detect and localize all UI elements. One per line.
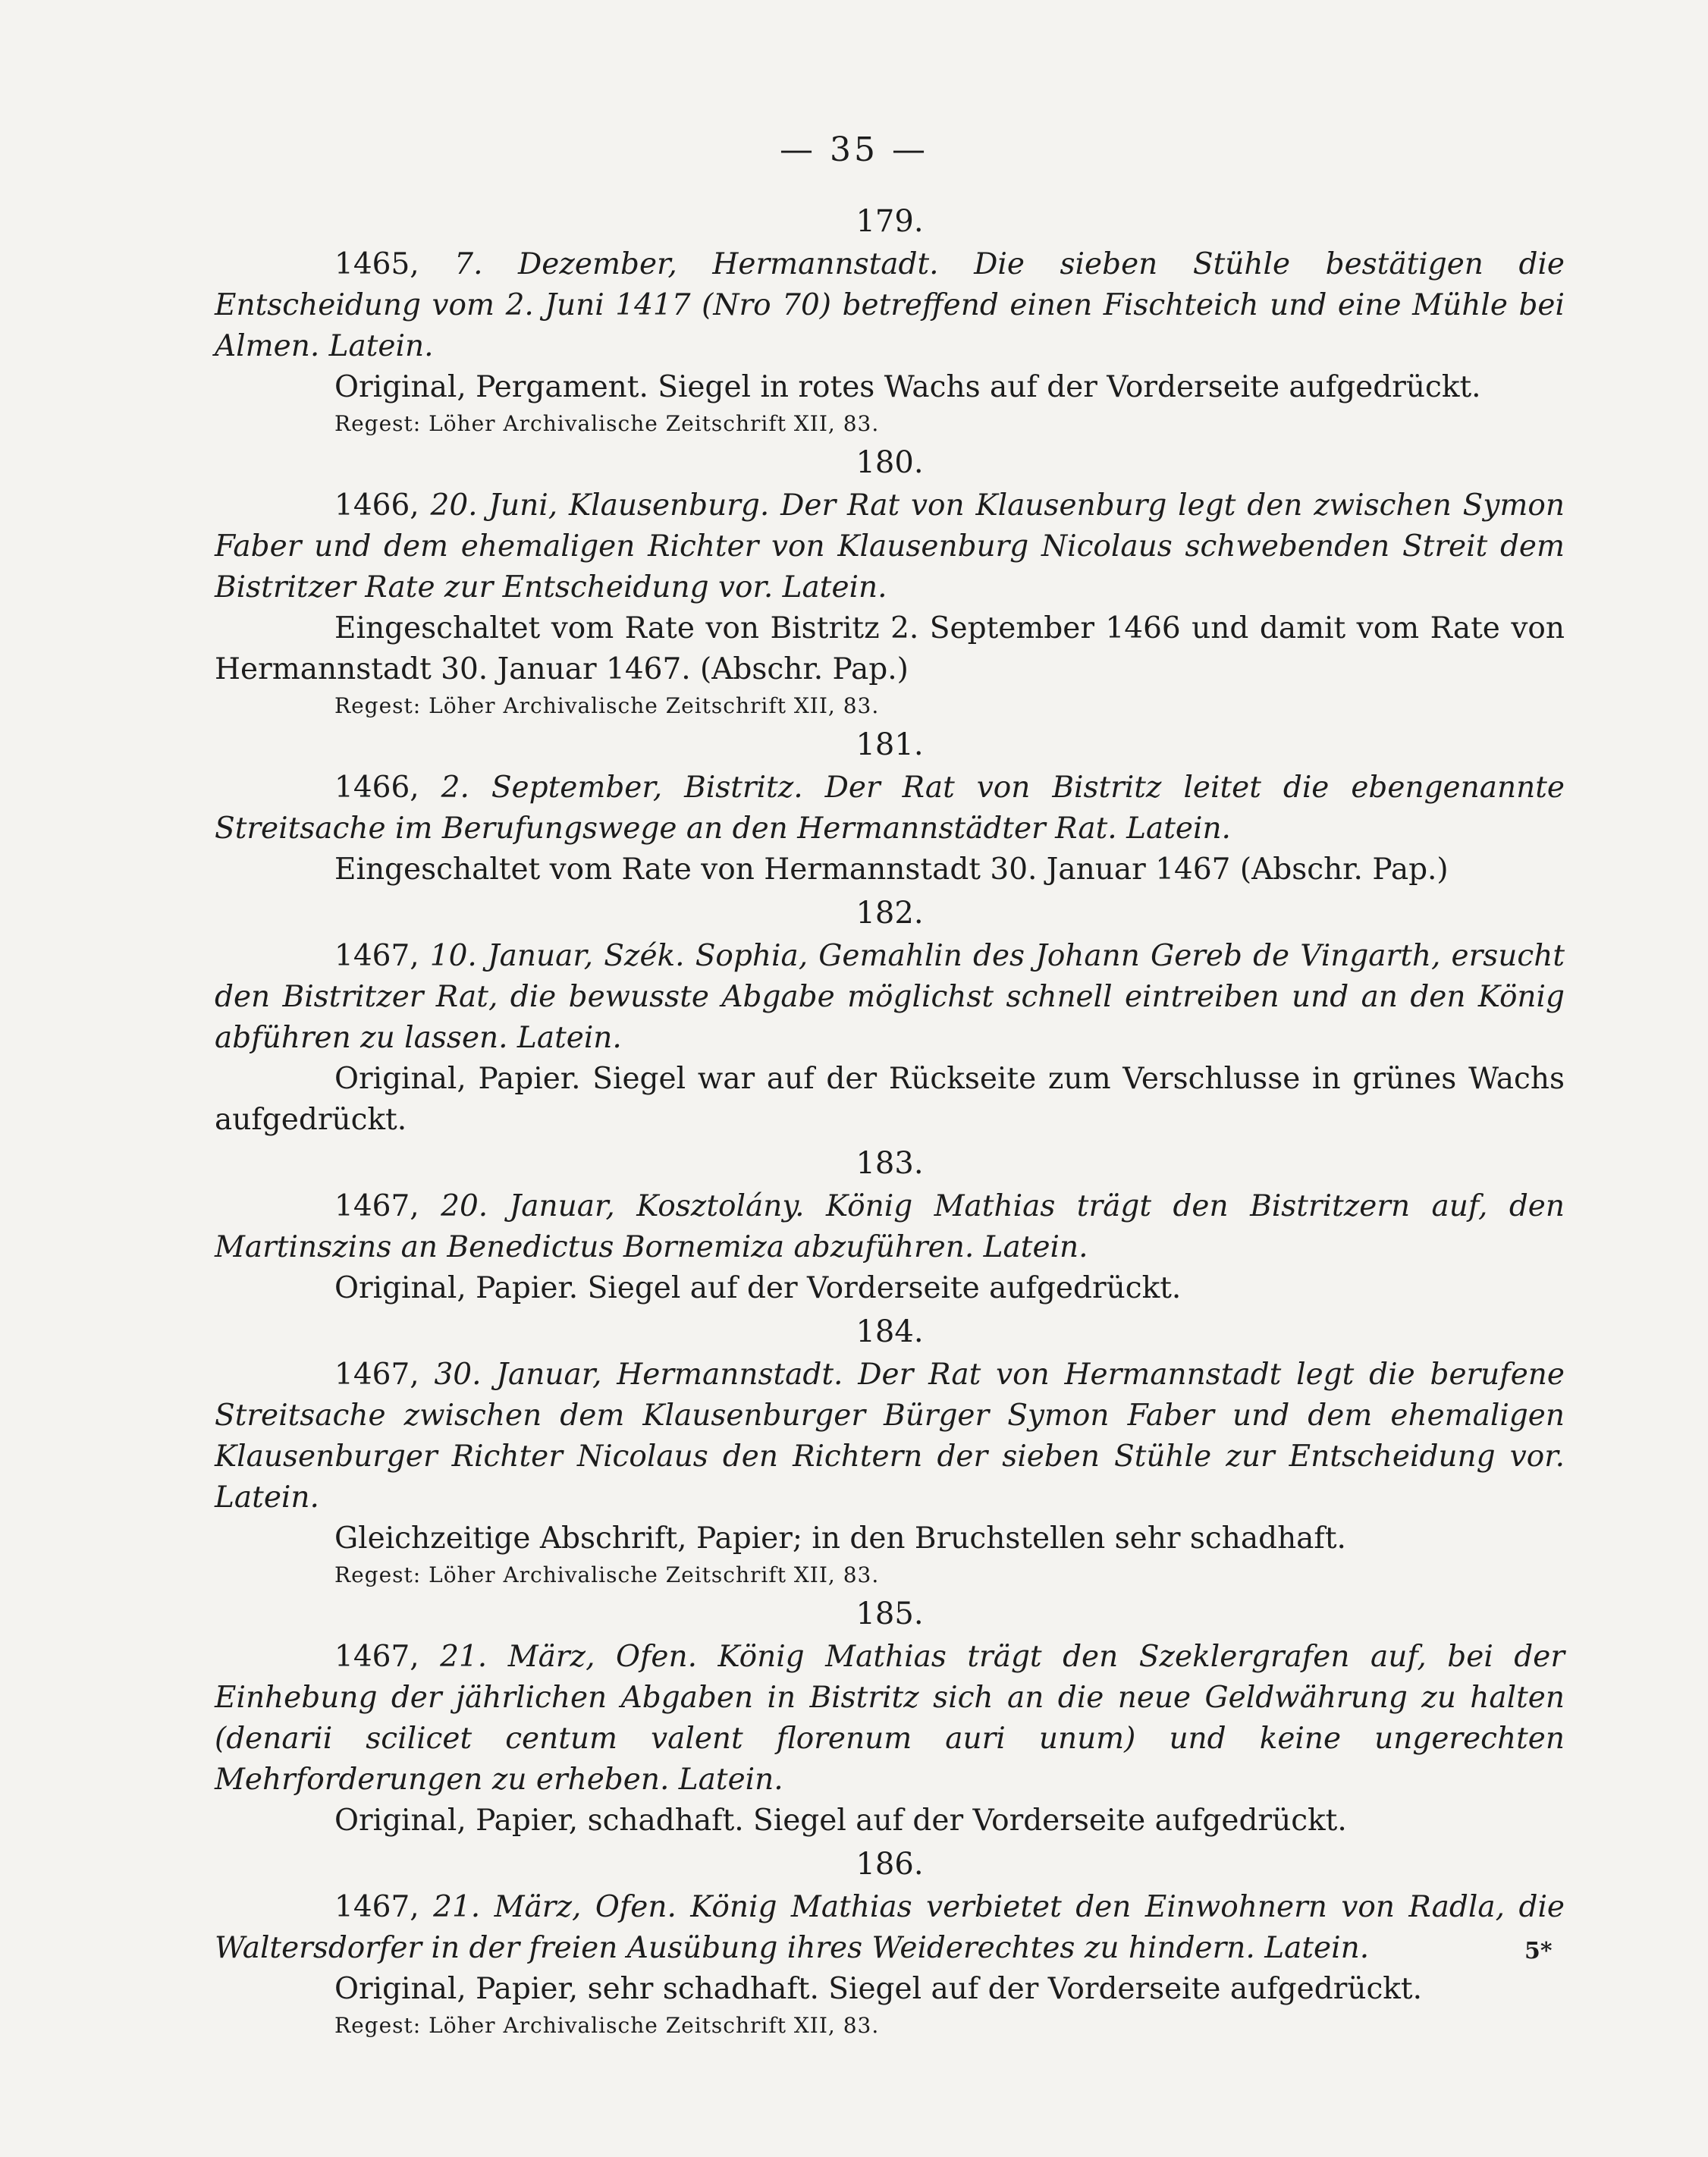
entry-regest: Regest: Löher Archivalische Zeitschrift XII, 83. — [334, 411, 880, 436]
document-body — [215, 199, 1565, 2042]
entry-text: 21. März, Ofen. König Mathias verbietet den Einwohnern von Radla, die Waltersdorfer in der freien Ausübung ihres Weiderechtes zu hindern. Latein. — [215, 1890, 1565, 1965]
entry-regest: Regest: Löher Archivalische Zeitschrift XII, 83. — [334, 1562, 880, 1587]
entry-year: 1467, — [334, 1890, 419, 1924]
entry-abstract — [215, 1355, 1565, 1518]
entry-text: 20. Juni, Klausenburg. Der Rat von Klausenburg legt den zwischen Symon Faber und dem ehemaligen Richter von Klausenburg Nicolaus schwebenden Streit dem Bistritzer Rate zur Entscheidung vor. Latein. — [215, 488, 1565, 604]
entry-year: 1466, — [334, 488, 419, 523]
entry-number: 185. — [856, 1597, 924, 1631]
entry-abstract — [215, 244, 1565, 367]
entry-year: 1467, — [334, 1640, 419, 1674]
entry-note: Eingeschaltet vom Rate von Hermannstadt 30. Januar 1467 (Abschr. Pap.) — [334, 852, 1449, 887]
entry-abstract — [215, 768, 1565, 849]
entry-abstract — [215, 1887, 1565, 1969]
entry-number: 186. — [856, 1847, 924, 1882]
entry-year: 1465, — [334, 247, 419, 281]
entry-note: Eingeschaltet vom Rate von Bistritz 2. September 1466 und damit vom Rate von Hermannstadt 30. Januar 1467. (Abschr. Pap.) — [215, 611, 1565, 686]
entry-abstract — [215, 1186, 1565, 1268]
entry-abstract — [215, 936, 1565, 1059]
entry-note: Original, Papier. Siegel war auf der Rückseite zum Verschlusse in grünes Wachs aufgedrückt. — [215, 1062, 1565, 1137]
entry-year: 1467, — [334, 939, 419, 973]
entry-abstract — [215, 1637, 1565, 1801]
entry-regest: Regest: Löher Archivalische Zeitschrift XII, 83. — [334, 693, 880, 718]
entry-year: 1466, — [334, 771, 419, 805]
entry-abstract — [215, 485, 1565, 608]
signature-mark: 5* — [1524, 1938, 1553, 1964]
entry-number: 184. — [856, 1314, 924, 1349]
entry-number: 180. — [856, 445, 924, 480]
entry-note: Original, Papier, sehr schadhaft. Siegel auf der Vorderseite aufgedrückt. — [334, 1972, 1422, 2006]
entry-text: 30. Januar, Hermannstadt. Der Rat von Hermannstadt legt die berufene Streitsache zwischen dem Klausenburger Bürger Symon Faber und dem ehemaligen Klausenburger Richter Nicolaus den Richtern der sieben Stühle zur Entscheidung vor. Latein. — [215, 1358, 1565, 1515]
entry-year: 1467, — [334, 1358, 419, 1392]
entry-text: 21. März, Ofen. König Mathias trägt den Szeklergrafen auf, bei der Einhebung der jährlichen Abgaben in Bistritz sich an die neue Geldwährung zu halten (denarii scilicet centum valent florenum auri unum) und keine ungerechten Mehrforderungen zu erheben. Latein. — [215, 1640, 1565, 1797]
entry-note: Original, Papier, schadhaft. Siegel auf der Vorderseite aufgedrückt. — [334, 1804, 1347, 1838]
entry-text: 2. September, Bistritz. Der Rat von Bistritz leitet die ebengenannte Streitsache im Berufungswege an den Hermannstädter Rat. Latein. — [215, 771, 1565, 846]
entry-regest: Regest: Löher Archivalische Zeitschrift XII, 83. — [334, 2013, 880, 2038]
entry-number: 183. — [856, 1146, 924, 1181]
entry-number: 182. — [856, 896, 924, 931]
page-number: — 35 — — [780, 130, 928, 169]
entry-note: Original, Papier. Siegel auf der Vorderseite aufgedrückt. — [334, 1271, 1182, 1305]
entry-note: Gleichzeitige Abschrift, Papier; in den Bruchstellen sehr schadhaft. — [334, 1521, 1346, 1556]
entry-number: 179. — [856, 204, 924, 239]
entry-note: Original, Pergament. Siegel in rotes Wachs auf der Vorderseite aufgedrückt. — [334, 370, 1481, 404]
entry-text: 20. Januar, Kosztolány. König Mathias trägt den Bistritzern auf, den Martinszins an Benedictus Bornemiza abzuführen. Latein. — [215, 1189, 1565, 1264]
entry-text: 10. Januar, Szék. Sophia, Gemahlin des Johann Gereb de Vingarth, ersucht den Bistritzer Rat, die bewusste Abgabe möglichst schnell eintreiben und an den König abführen zu lassen. Latein. — [215, 939, 1565, 1055]
entry-text: 7. Dezember, Hermannstadt. Die sieben Stühle bestätigen die Entscheidung vom 2. Juni 1417 (Nro 70) betreffend einen Fischteich und eine Mühle bei Almen. Latein. — [215, 247, 1565, 363]
entry-number: 181. — [856, 727, 924, 762]
entry-year: 1467, — [334, 1189, 419, 1223]
